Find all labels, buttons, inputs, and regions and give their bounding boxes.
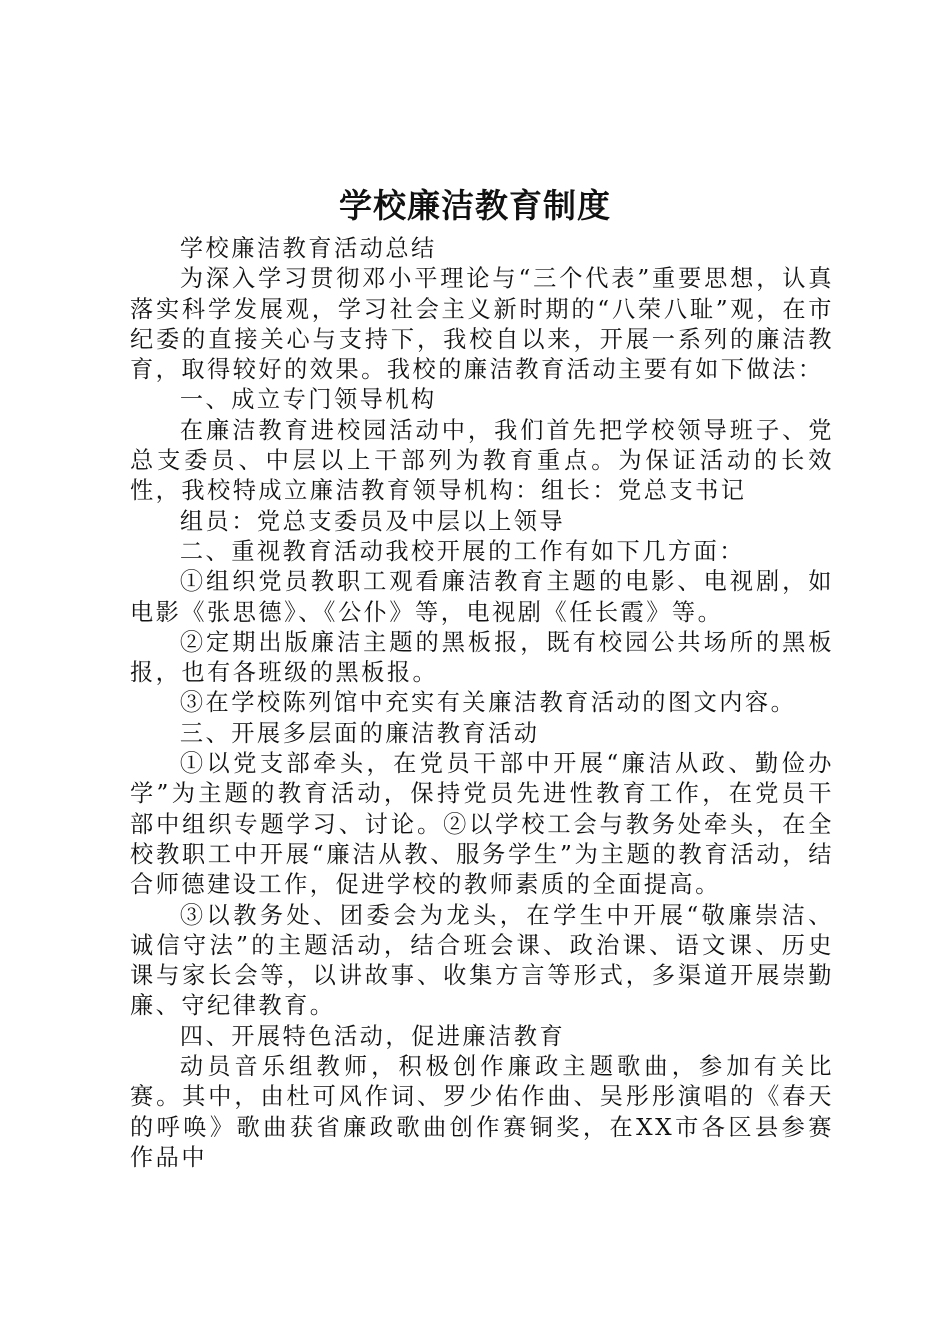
paragraph: 组员：党总支委员及中层以上领导 (179, 507, 566, 535)
section-heading-3: 三、开展多层面的廉洁教育活动 (179, 719, 540, 747)
section-heading-2: 二、重视教育活动我校开展的工作有如下几方面： (179, 537, 745, 565)
list-item: ③在学校陈列馆中充实有关廉洁教育活动的图文内容。 (179, 689, 797, 717)
section-heading-1: 一、成立专门领导机构 (179, 386, 437, 414)
document-title: 学校廉洁教育制度 (339, 186, 611, 225)
paragraph-intro: 为深入学习贯彻邓小平理论与“三个代表”重要思想，认真落实科学发展观，学习社会主义新时期的“八荣八耻”观，在市纪委的直接关心与支持下，我校自以来，开展一系列的廉洁教育，取得较好的效果。我校的廉洁教育活动主要有如下做法： (130, 265, 834, 384)
paragraph: 在廉洁教育进校园活动中，我们首先把学校领导班子、党总支委员、中层以上干部列为教育重点。为保证活动的长效性，我校特成立廉洁教育领导机构：组长：党总支书记 (130, 416, 834, 505)
section-heading-4: 四、开展特色活动，促进廉洁教育 (179, 1022, 566, 1050)
paragraph: 动员音乐组教师，积极创作廉政主题歌曲，参加有关比赛。其中，由杜可风作词、罗少佑作曲、吴彤彤演唱的《春天的呼唤》歌曲获省廉政歌曲创作赛铜奖，在XX市各区县参赛作品中 (130, 1053, 834, 1171)
list-item: ①组织党员教职工观看廉洁教育主题的电影、电视剧，如电影《张思德》、《公仆》等，电视剧《任长霞》等。 (130, 568, 834, 626)
paragraph-summary-heading: 学校廉洁教育活动总结 (179, 235, 437, 262)
list-item: ②定期出版廉洁主题的黑板报，既有校园公共场所的黑板报，也有各班级的黑板报。 (130, 628, 834, 687)
document-body (130, 234, 834, 1173)
list-item: ③以教务处、团委会为龙头，在学生中开展“敬廉崇洁、诚信守法”的主题活动，结合班会课、政治课、语文课、历史课与家长会等，以讲故事、收集方言等形式，多渠道开展崇勤廉、守纪律教育。 (130, 901, 834, 1020)
list-item: ①以党支部牵头，在党员干部中开展“廉洁从政、勤俭办学”为主题的教育活动，保持党员先进性教育工作，在党员干部中组织专题学习、讨论。②以学校工会与教务处牵头，在全校教职工中开展“廉洁从教、服务学生”为主题的教育活动，结合师德建设工作，促进学校的教师素质的全面提高。 (130, 750, 834, 899)
